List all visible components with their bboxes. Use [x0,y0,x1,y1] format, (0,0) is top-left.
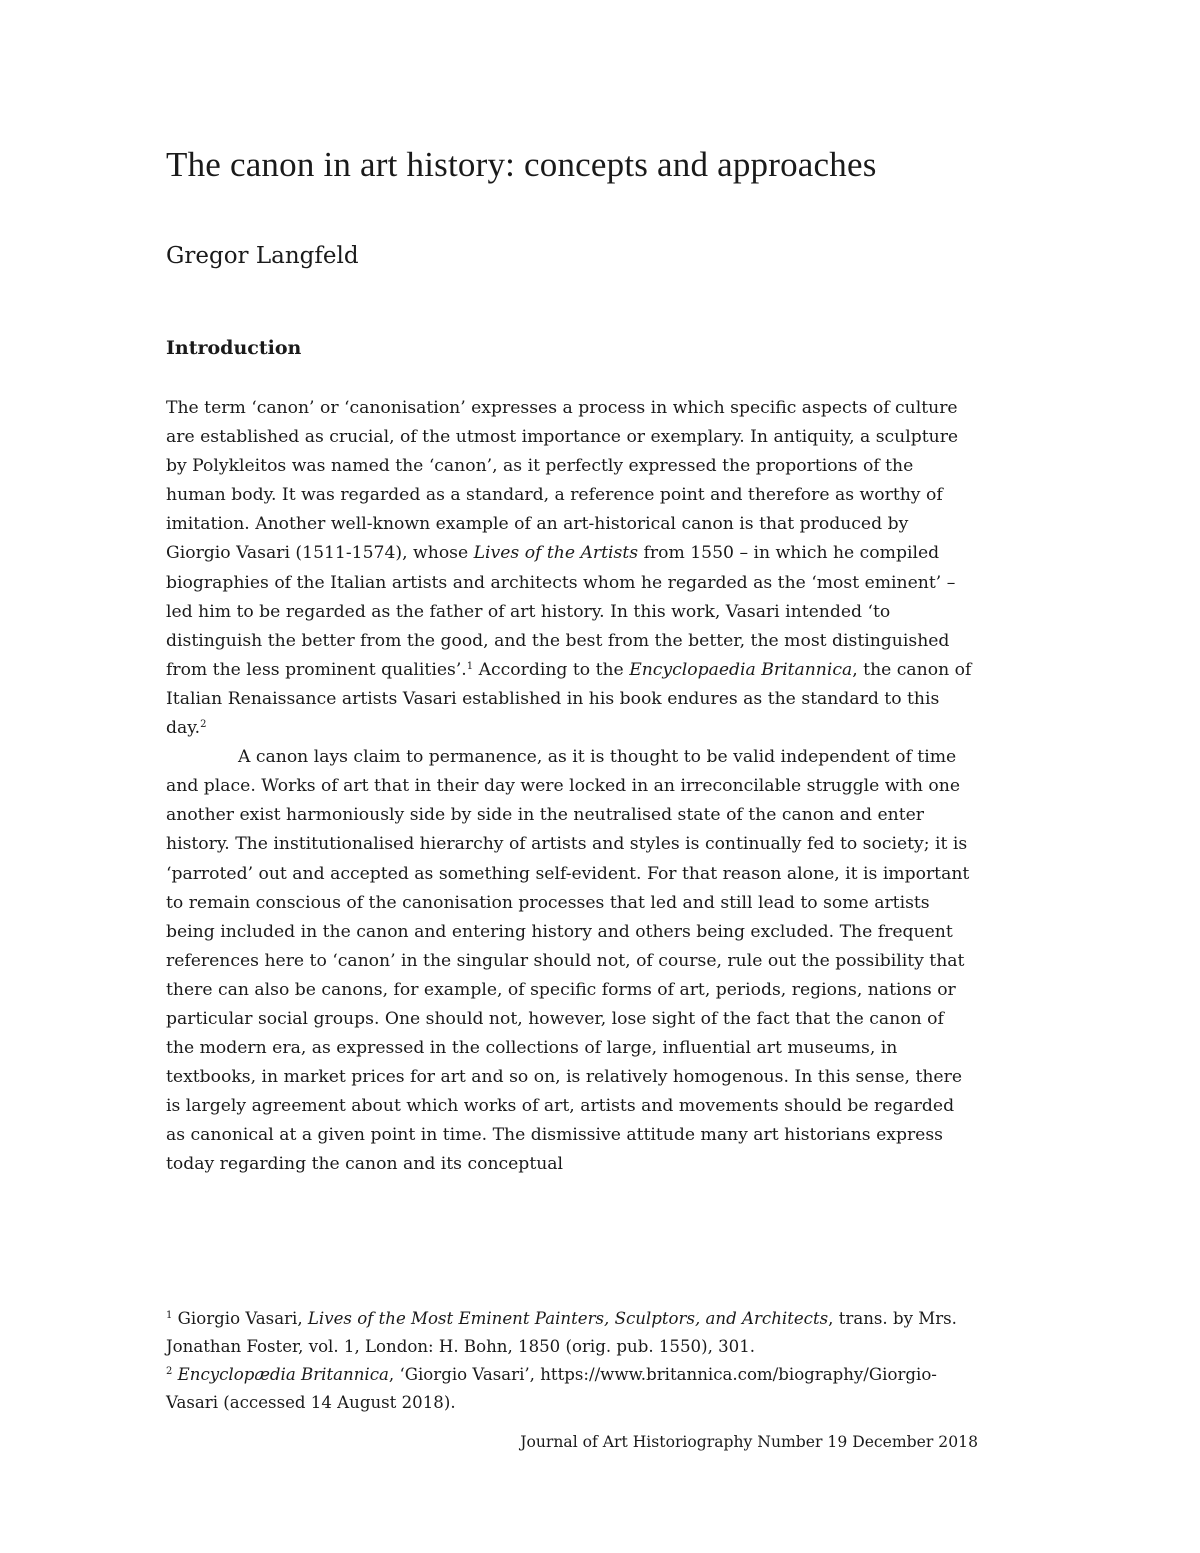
footnote-ref-2: 2 [200,719,207,731]
italic-title-encyclopaedia-britannica: Encyclopaedia Britannica [629,659,853,680]
footnote-ref-1: 1 [466,660,474,672]
paragraph-1 [166,394,976,743]
footnote-2 [166,1361,976,1417]
italic-title-lives-of-the-artists: Lives of the Artists [473,543,639,564]
paragraph-1-text-b: from 1550 – in which he compiled biographies of the Italian artists and architects whom he regarded as the ‘most eminent’ – led him to be regarded as the father of art history. In this work, Vasari intended ‘to distinguish the better from the good, and the best from the better, the most distinguished from the less prominent qualities’. [166,543,956,680]
footnote-italic-title: Encyclopædia Britannica [177,1365,389,1384]
paragraph-1-text-d: , the canon of Italian Renaissance artists Vasari established in his book endures as the standard to this day. [166,659,972,739]
footnote-text: , ‘Giorgio Vasari’, https://www.britannica.com/biography/Giorgio-Vasari (accessed 14 August 2018). [166,1365,937,1412]
paragraph-1-text-c: According to the [473,659,630,680]
journal-footer: Journal of Art Historiography Number 19 December 2018 [520,1433,978,1451]
article-body [166,394,976,1180]
article-title: The canon in art history: concepts and approaches [166,145,877,184]
footnote-number: 2 [166,1366,173,1377]
footnote-text: Giorgio Vasari, [172,1309,308,1328]
footnotes [166,1305,976,1417]
footnote-text: , trans. by Mrs. Jonathan Foster, vol. 1, London: H. Bohn, 1850 (orig. pub. 1550), 301. [166,1309,957,1356]
author-name: Gregor Langfeld [166,243,359,269]
section-heading-introduction: Introduction [166,337,302,359]
footnote-italic-title: Lives of the Most Eminent Painters, Sculptors, and Architects [307,1309,829,1328]
paragraph-1-text-a: The term ‘canon’ or ‘canonisation’ expresses a process in which specific aspects of culture are established as crucial, of the utmost importance or exemplary. In antiquity, a sculpture by Polykleitos was named the ‘canon’, as it perfectly expressed the proportions of the human body. It was regarded as a standard, a reference point and therefore as worthy of imitation. Another well-known example of an art-historical canon is that produced by Giorgio Vasari (1511-1574), whose [166,398,959,564]
footnote-number: 1 [166,1310,173,1321]
footnote-1 [166,1305,976,1361]
paragraph-2: A canon lays claim to permanence, as it is thought to be valid independent of time and place. Works of art that in their day were locked in an irreconcilable struggle with one another exist harmoniously side by side in the neutralised state of the canon and enter history. The institutionalised hierarchy of artists and styles is continually fed to society; it is ‘parroted’ out and accepted as something self-evident. For that reason alone, it is important to remain conscious of the canonisation processes that led and still lead to some artists being included in the canon and entering history and others being excluded. The frequent references here to ‘canon’ in the singular should not, of course, rule out the possibility that there can also be canons, for example, of specific forms of art, periods, regions, nations or particular social groups. One should not, however, lose sight of the fact that the canon of the modern era, as expressed in the collections of large, influential art museums, in textbooks, in market prices for art and so on, is relatively homogenous. In this sense, there is largely agreement about which works of art, artists and movements should be regarded as canonical at a given point in time. The dismissive attitude many art historians express today regarding the canon and its conceptual [166,747,970,1175]
